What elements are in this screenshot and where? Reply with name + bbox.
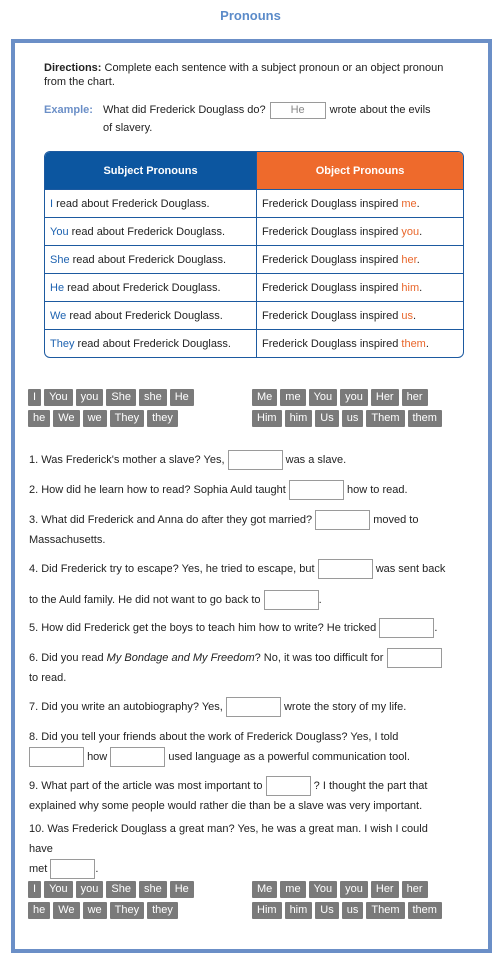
word-tile[interactable]: he — [28, 902, 50, 919]
word-tile[interactable]: him — [285, 410, 313, 427]
object-bank-row — [252, 881, 442, 898]
word-tile[interactable]: Us — [315, 410, 338, 427]
sentence-text: read about Frederick Douglass. — [68, 225, 226, 238]
sentence-text: Frederick Douglass inspired — [262, 281, 402, 294]
sentence-text: Frederick Douglass inspired — [262, 337, 402, 350]
directions-label: Directions: — [44, 62, 102, 74]
word-tile[interactable]: you — [76, 881, 104, 898]
question-text: 10. Was Frederick Douglass a great man? Yes, he was a great man. I wish I could have — [29, 823, 428, 855]
question-text: how — [87, 751, 108, 763]
word-tile[interactable]: them — [408, 902, 442, 919]
question-2 — [29, 480, 454, 500]
word-tile[interactable]: Me — [252, 881, 277, 898]
subject-pronoun: He — [50, 281, 65, 294]
object-sentence — [257, 329, 463, 357]
sentence-text: . — [425, 337, 429, 350]
word-tile[interactable]: her — [402, 389, 428, 406]
example-after: wrote about the evils — [329, 104, 431, 116]
question-text: moved to — [373, 514, 419, 526]
answer-box[interactable] — [315, 510, 370, 530]
object-pronoun: you — [401, 225, 420, 238]
answer-box[interactable] — [110, 747, 165, 767]
subject-sentence — [45, 301, 257, 329]
word-tile[interactable]: me — [280, 881, 305, 898]
subject-sentence — [45, 189, 257, 217]
subject-sentence — [45, 273, 257, 301]
sentence-text: . — [416, 197, 420, 210]
sentence-text: . — [413, 309, 417, 322]
sentence-text: Frederick Douglass inspired — [262, 225, 402, 238]
object-sentence — [257, 301, 463, 329]
question-text: 3. What did Frederick and Anna do after they got married? — [29, 514, 313, 526]
word-tile[interactable]: You — [309, 881, 338, 898]
subject-bank-row — [28, 389, 194, 406]
answer-box[interactable] — [318, 559, 373, 579]
question-text: was a slave. — [285, 454, 347, 466]
question-4 — [29, 559, 454, 610]
subject-sentence — [45, 329, 257, 357]
subject-pronoun: She — [50, 253, 70, 266]
object-pronoun: me — [401, 197, 417, 210]
sentence-text: Frederick Douglass inspired — [262, 253, 402, 266]
object-sentence — [257, 245, 463, 273]
word-tile[interactable]: we — [83, 902, 107, 919]
word-tile[interactable]: they — [147, 902, 178, 919]
word-tile[interactable]: Me — [252, 389, 277, 406]
question-text: . — [434, 622, 438, 634]
word-tile[interactable]: him — [285, 902, 313, 919]
pronoun-chart — [44, 151, 464, 358]
question-10 — [29, 819, 454, 879]
question-text: was sent back — [375, 563, 446, 575]
word-tile[interactable]: They — [110, 902, 144, 919]
object-pronoun: us — [401, 309, 414, 322]
word-tile[interactable]: her — [402, 881, 428, 898]
question-1 — [29, 450, 454, 470]
word-tile[interactable]: Her — [371, 881, 399, 898]
word-tile[interactable]: Her — [371, 389, 399, 406]
question-5 — [29, 618, 454, 638]
example-line2: of slavery. — [103, 122, 153, 134]
question-text: met — [29, 863, 48, 875]
word-tile[interactable]: She — [106, 389, 136, 406]
word-tile[interactable]: them — [408, 410, 442, 427]
question-8 — [29, 727, 454, 767]
question-text: wrote the story of my life. — [283, 701, 407, 713]
question-text: 6. Did you read — [29, 652, 107, 664]
answer-box[interactable] — [226, 697, 281, 717]
question-text: how to read. — [346, 484, 408, 496]
object-bank-row — [252, 902, 442, 919]
directions-text: Complete each sentence with a subject pronoun or an object pronoun from the chart. — [44, 62, 444, 88]
chart-body — [45, 189, 463, 357]
word-tile[interactable]: She — [106, 881, 136, 898]
example — [44, 101, 464, 137]
worksheet-content — [44, 61, 464, 358]
example-before: What did Frederick Douglass do? — [103, 104, 266, 116]
word-tile[interactable]: You — [44, 389, 73, 406]
question-text: 5. How did Frederick get the boys to teach him how to write? He tricked — [29, 622, 377, 634]
word-tile[interactable]: He — [170, 389, 194, 406]
subject-word-bank — [28, 389, 194, 431]
chart-row — [45, 217, 463, 245]
word-tile[interactable]: you — [340, 389, 368, 406]
question-text: . — [318, 594, 322, 607]
object-pronoun: them — [401, 337, 426, 350]
word-tile[interactable]: You — [309, 389, 338, 406]
word-tile[interactable]: Him — [252, 902, 282, 919]
object-word-bank — [252, 881, 442, 923]
chart-row — [45, 189, 463, 217]
word-tile[interactable]: I — [28, 881, 41, 898]
subject-bank-row — [28, 902, 194, 919]
chart-row — [45, 301, 463, 329]
object-sentence — [257, 189, 463, 217]
subject-pronoun: You — [50, 225, 69, 238]
sentence-text: read about Frederick Douglass. — [74, 337, 231, 350]
question-text: ? No, it was too difficult for — [254, 652, 384, 664]
subject-pronouns-header: Subject Pronouns — [45, 152, 257, 189]
subject-sentence — [45, 245, 257, 273]
question-text: used language as a powerful communication tool. — [168, 751, 410, 763]
subject-pronoun: I — [50, 197, 54, 210]
answer-box[interactable] — [228, 450, 283, 470]
word-tile[interactable]: I — [28, 389, 41, 406]
question-text: . — [95, 863, 99, 875]
object-pronoun: her — [401, 253, 417, 266]
question-text: 1. Was Frederick's mother a slave? Yes, — [29, 454, 225, 466]
word-tile[interactable]: Us — [315, 902, 338, 919]
question-text: Massachusetts. — [29, 534, 106, 547]
chart-row — [45, 245, 463, 273]
object-bank-row — [252, 410, 442, 427]
subject-bank-row — [28, 410, 194, 427]
question-9 — [29, 776, 454, 816]
chart-row — [45, 329, 463, 357]
word-tile[interactable]: they — [147, 410, 178, 427]
word-tile[interactable]: Them — [366, 410, 404, 427]
sentence-text: read about Frederick Douglass. — [53, 197, 210, 210]
object-sentence — [257, 273, 463, 301]
word-tile[interactable]: Them — [366, 902, 404, 919]
sentence-text: . — [419, 281, 423, 294]
answer-box[interactable] — [289, 480, 344, 500]
sentence-text: Frederick Douglass inspired — [262, 309, 402, 322]
object-pronoun: him — [401, 281, 420, 294]
sentence-text: read about Frederick Douglass. — [69, 253, 227, 266]
object-sentence — [257, 217, 463, 245]
word-tile[interactable]: He — [170, 881, 194, 898]
subject-pronoun: They — [50, 337, 75, 350]
word-tile[interactable]: she — [139, 389, 167, 406]
word-tile[interactable]: you — [340, 881, 368, 898]
question-text: to read. — [29, 672, 67, 685]
sentence-text: read about Frederick Douglass. — [64, 281, 221, 294]
question-3 — [29, 510, 454, 550]
question-text: 7. Did you write an autobiography? Yes, — [29, 701, 223, 713]
word-tile[interactable]: You — [44, 881, 73, 898]
question-text: 4. Did Frederick try to escape? Yes, he tried to escape, but — [29, 563, 315, 575]
example-label: Example: — [44, 104, 93, 116]
word-tile[interactable]: We — [53, 410, 79, 427]
word-tile[interactable]: you — [76, 389, 104, 406]
sentence-text: Frederick Douglass inspired — [262, 197, 402, 210]
object-word-bank — [252, 389, 442, 431]
object-pronouns-header: Object Pronouns — [257, 152, 463, 189]
subject-sentence — [45, 217, 257, 245]
sentence-text: . — [416, 253, 420, 266]
answer-box[interactable] — [379, 618, 434, 638]
answer-box[interactable] — [29, 747, 84, 767]
example-answer-box: He — [270, 102, 326, 119]
sentence-text: read about Frederick Douglass. — [66, 309, 223, 322]
question-text: to the Auld family. He did not want to go back to — [29, 594, 261, 607]
question-text: 8. Did you tell your friends about the work of Frederick Douglass? Yes, I told — [29, 731, 399, 743]
subject-bank-row — [28, 881, 194, 898]
word-tile[interactable]: me — [280, 389, 305, 406]
page-title: Pronouns — [220, 8, 281, 23]
question-6 — [29, 648, 454, 688]
subject-pronoun: We — [50, 309, 67, 322]
question-7 — [29, 697, 454, 717]
question-text: 9. What part of the article was most important to — [29, 780, 263, 792]
word-tile[interactable]: us — [342, 902, 364, 919]
question-text: explained why some people would rather die than be a slave was very important. — [29, 800, 423, 813]
question-text: 2. How did he learn how to read? Sophia Auld taught — [29, 484, 286, 496]
sentence-text: . — [419, 225, 423, 238]
book-title: My Bondage and My Freedom — [106, 652, 255, 664]
question-text: ? I thought the part that — [313, 780, 428, 792]
subject-word-bank — [28, 881, 194, 923]
answer-box[interactable] — [264, 590, 319, 610]
word-tile[interactable]: she — [139, 881, 167, 898]
answer-box[interactable] — [50, 859, 95, 879]
word-tile[interactable]: we — [83, 410, 107, 427]
word-tile[interactable]: We — [53, 902, 79, 919]
answer-box[interactable] — [387, 648, 442, 668]
word-tile[interactable]: Him — [252, 410, 282, 427]
word-tile[interactable]: They — [110, 410, 144, 427]
word-tile[interactable]: us — [342, 410, 364, 427]
chart-row — [45, 273, 463, 301]
directions — [44, 61, 464, 89]
word-tile[interactable]: he — [28, 410, 50, 427]
answer-box[interactable] — [266, 776, 311, 796]
object-bank-row — [252, 389, 442, 406]
